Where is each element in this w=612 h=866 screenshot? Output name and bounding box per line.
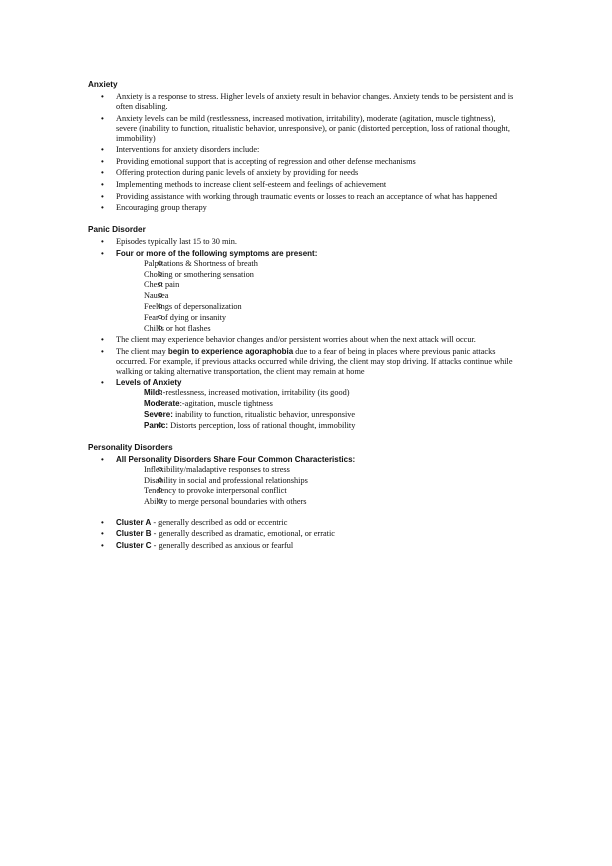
list-item: • Encouraging group therapy: [88, 203, 516, 213]
panic-section: [88, 225, 516, 431]
share-label: All Personality Disorders Share Four Common Characteristics:: [116, 454, 356, 464]
panic-heading: Panic Disorder: [88, 225, 146, 235]
list-item: [88, 455, 516, 507]
characteristics-list: [116, 465, 516, 507]
level-text: inability to function, ritualistic behavior, unresponsive: [172, 409, 356, 419]
list-item: o Fear of dying or insanity: [116, 313, 516, 323]
symptoms-label: Four or more of the following symptoms are present:: [116, 248, 318, 258]
list-item: o Disability in social and professional relationships: [116, 476, 516, 486]
list-item: o Inflexibility/maladaptive responses to stress: [116, 465, 516, 475]
agoraphobia-pre: The client may: [116, 346, 168, 356]
anxiety-section: [88, 80, 516, 213]
list-item: o Nausea: [116, 291, 516, 301]
anxiety-list: [88, 92, 516, 213]
list-item: • Anxiety is a response to stress. Higher levels of anxiety result in behavior changes. Anxiety tends to be persistent and is often disabling.: [88, 92, 516, 112]
cluster-text: - generally described as dramatic, emotional, or erratic: [151, 529, 335, 539]
level-label: Mild:: [144, 388, 163, 398]
list-item: [116, 388, 516, 398]
list-item: o Choking or smothering sensation: [116, 270, 516, 280]
list-item: [88, 518, 516, 528]
personality-heading: Personality Disorders: [88, 442, 173, 452]
cluster-text: - generally described as odd or eccentric: [151, 517, 288, 527]
level-label: Panic:: [144, 420, 169, 430]
cluster-label: Cluster A: [116, 517, 152, 527]
list-item: • Interventions for anxiety disorders include:: [88, 145, 516, 155]
document-body: [88, 80, 516, 563]
anxiety-heading: Anxiety: [88, 80, 118, 89]
level-label: Moderate: [144, 399, 180, 409]
list-item: o Feelings of depersonalization: [116, 302, 516, 312]
levels-list: [116, 388, 516, 430]
agoraphobia-emphasis: begin to experience agoraphobia: [167, 346, 294, 356]
level-text: :-agitation, muscle tightness: [179, 399, 273, 409]
cluster-label: Cluster C: [116, 540, 152, 550]
personality-section: [88, 443, 516, 551]
level-label: Severe:: [144, 409, 173, 419]
list-item: • The client may experience behavior changes and/or persistent worries about when the next attack will occur.: [88, 335, 516, 345]
list-item: [116, 399, 516, 409]
list-item: [88, 529, 516, 539]
level-text: -restlessness, increased motivation, irritability (its good): [162, 388, 350, 398]
panic-list: [88, 237, 516, 431]
personality-list: [88, 455, 516, 507]
list-item: o Palpitations & Shortness of breath: [116, 259, 516, 269]
list-item: [88, 378, 516, 430]
list-item: [88, 249, 516, 334]
list-item: [116, 410, 516, 420]
list-item: • Providing assistance with working through traumatic events or losses to reach an acceptance of what has happened: [88, 192, 516, 202]
list-item: • Offering protection during panic levels of anxiety by providing for needs: [88, 168, 516, 178]
symptoms-list: [116, 259, 516, 334]
list-item: [116, 421, 516, 431]
list-item: o Ability to merge personal boundaries with others: [116, 497, 516, 507]
list-item: [88, 347, 516, 377]
list-item: o Tendency to provoke interpersonal conflict: [116, 486, 516, 496]
list-item: • Anxiety levels can be mild (restlessness, increased motivation, irritability), moderate (agitation, muscle tightness), severe (inability to function, ritualistic behavior, unresponsive), or panic (distorted perception, loss of rational thought, immobility): [88, 114, 516, 144]
list-item: [88, 541, 516, 551]
clusters-list: [88, 518, 516, 551]
levels-label: Levels of Anxiety: [116, 378, 182, 388]
list-item: o Chest pain: [116, 280, 516, 290]
level-text: Distorts perception, loss of rational thought, immobility: [168, 420, 356, 430]
agoraphobia-post: due to a fear of being in places where previous panic attacks occurred. For example, if previous attacks occurred while driving, the client may stop driving. If attacks continue while walking or taking alternative transportation, the client may remain at home: [116, 346, 513, 376]
cluster-text: - generally described as anxious or fearful: [151, 540, 294, 550]
list-item: • Episodes typically last 15 to 30 min.: [88, 237, 516, 247]
list-item: • Providing emotional support that is accepting of regression and other defense mechanisms: [88, 157, 516, 167]
list-item: • Implementing methods to increase client self-esteem and feelings of achievement: [88, 180, 516, 190]
list-item: o Chills or hot flashes: [116, 324, 516, 334]
cluster-label: Cluster B: [116, 529, 152, 539]
